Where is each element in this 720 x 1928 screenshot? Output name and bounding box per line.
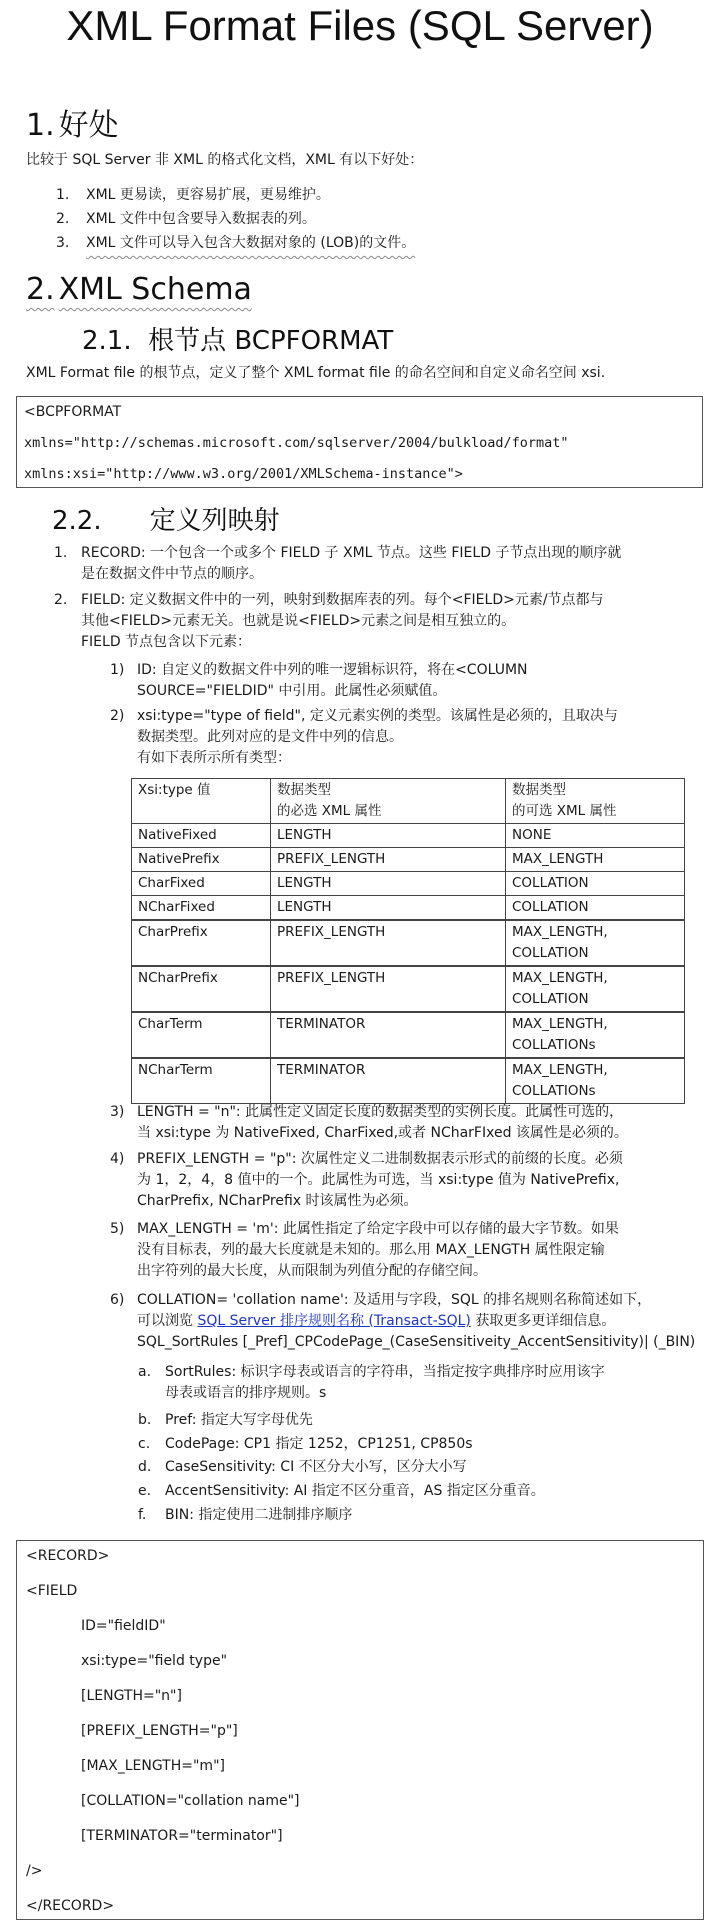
table-row <box>132 824 685 848</box>
section-1-intro: 比较于 SQL Server 非 XML 的格式化文档，XML 有以下好处： <box>26 152 424 168</box>
table-cell <box>132 896 271 921</box>
cell-text: NCharPrefix <box>138 970 218 986</box>
cell-text: NONE <box>512 827 552 843</box>
table-cell <box>271 779 506 824</box>
table-cell <box>271 1012 506 1058</box>
table-row <box>132 896 685 921</box>
cell-text: COLLATION <box>512 945 589 961</box>
table-cell <box>506 1012 685 1058</box>
table-cell <box>271 824 506 848</box>
code-line: [PREFIX_LENGTH="p"] <box>81 1723 238 1739</box>
cell-text: TERMINATOR <box>277 1062 366 1078</box>
cell-text: PREFIX_LENGTH <box>277 851 386 867</box>
section-2-heading <box>26 272 252 307</box>
list-item: 2. XML 文件中包含要导入数据表的列。 <box>56 211 316 227</box>
table-cell <box>132 848 271 872</box>
table-cell <box>506 966 685 1012</box>
code-line: <BCPFORMAT <box>24 404 122 420</box>
cell-text: CharTerm <box>138 1016 203 1032</box>
table-cell <box>271 1058 506 1104</box>
cell-text: NativeFixed <box>138 827 217 843</box>
table-row <box>132 1058 685 1104</box>
cell-text: 数据类型 <box>512 782 566 798</box>
subsection-2-1-heading: 2.1. 根节点 BCPFORMAT <box>82 326 394 356</box>
table-cell <box>506 1058 685 1104</box>
field-item-collation: 6) COLLATION= 'collation name': 及适用与字段，SQL 的排名规则名称简述如下， 可以浏览 SQL Server 排序规则名称 (Transact-SQL) 获取更多更详细信息。 SQL_SortRules [_Pref]_CPCodePage_(CaseSensitiveity_AccentSensitivity)| (_BIN) <box>110 1292 696 1350</box>
table-cell <box>132 1012 271 1058</box>
code-line: <FIELD <box>26 1583 78 1599</box>
table-cell <box>132 920 271 966</box>
cell-text: COLLATION <box>512 991 589 1007</box>
benefits-list <box>56 183 415 255</box>
table-row <box>132 848 685 872</box>
code-line: ID="fieldID" <box>81 1618 166 1634</box>
table-cell <box>506 824 685 848</box>
document-page: XML Format Files (SQL Server) 1. 好处 比较于 SQL Server 非 XML 的格式化文档，XML 有以下好处： 1. XML 更易读，更容易扩展，更易维护。 2. XML 文件中包含要导入数据表的列。 3. XML 文件可以导入包含大数据对象的 (LOB)的文件。 2. XML Schema 2.1. 根节点 BCPFORMAT XML Format file 的根节点，定义了整个 XML format file 的命名空间和自定义命名空间 xsi. <BCPFORMAT xmlns="http://schemas.microsoft.com/sqlserver/2004/bulkload/format" xmlns:xsi="http://www.w3.org/2001/XMLSchema-instance"> 2.2. 定义列映射 1. RECORD: 一个包含一个或多个 FIELD 子 XML 节点。这些 FIELD 子节点出现的顺序就 是在数据文件中节点的顺序。 2. FIELD: 定义数据文件中的一列，映射到数据库表的列。每个<FIELD>元素/节点都与 其他<FIELD>元素无关。也就是说<FIELD>元素之间是相互独立的。 FIELD 节点包含以下元素： 1) ID: 自定义的数据文件中列的唯一逻辑标识符，将在<COLUMN SOURCE="FIELDID" 中引用。此属性必须赋值。 2) xsi:type="type of field", 定义元素实例的类型。该属性是必须的，且取决与 数据类型。此列对应的是文件中列的信息。 有如下表所示所有类型： Xsi:type 值 数据类型 的必选 XML 属性 数据类型 的可选 XML 属性 NativeFixed LENGTH NONE NativePrefix PREFIX_LENGTH MAX_LENGTH CharFixed LENGTH COLLATION NCharFixed LENGTH COLLATION CharPrefix PREFIX_LENGTH MAX_LENGTH, COLLATION NCharPrefix PREFIX_LENGTH MAX_LENGTH, COLLATION CharTerm TERMINATOR MAX_LENGTH, COLLATIONs NCharTerm TERMINATOR MAX_LENGTH, COLLATIONs 3) LENGTH = "n": 此属性定义固定长度的数据类型的实例长度。此属性可选的， 当 xsi:type 为 NativeFixed, CharFixed,或者 NCharFIxed 该属性是必须的。 4) PREFIX_LENGTH = "p": 次属性定义二进制数据表示形式的前缀的长度。必须 为 1，2，4，8 值中的一个。此属性为可选，当 xsi:type 值为 NativePrefix, CharPrefix, NCharPrefix 时该属性为必须。 5) MAX_LENGTH = 'm': 此属性指定了给定字段中可以存储的最大字节数。如果 没有目标表，列的最大长度就是未知的。那么用 MAX_LENGTH 属性限定输 出字符列的最大长度，从而限制为列值分配的存储空间。 6) COLLATION= 'collation name': 及适用与字段，SQL 的排名规则名称简述如下， 可以浏览 SQL Server 排序规则名称 (Transact-SQL) 获取更多更详细信息。 SQL_SortRules [_Pref]_CPCodePage_(CaseSensitiveity_AccentSensitivity)| (_BIN) a. SortRules: 标识字母表或语言的字符串，当指定按字典排序时应用该字 母表或语言的排序规则。s b. Pref: 指定大写字母优先 c. CodePage: CP1 指定 1252，CP1251, CP850s d. CaseSensitivity: CI 不区分大小写，区分大小写 e. AccentSensitivity: AI 指定不区分重音，AS 指定区分重音。 f. BIN: 指定使用二进制排序顺序 <RECORD> <FIELD ID="fieldID" xsi:type="field type" [LENGTH="n"] [PREFIX_LENGTH="p"] [MAX_LENGTH="m"] [COLLATION="collation name"] [TERMINATOR="terminator"] /> </RECORD> <box>0 0 720 1928</box>
code-line: /> <box>26 1863 43 1879</box>
table-row <box>132 1012 685 1058</box>
record-code-block <box>16 1540 704 1920</box>
cell-text: Xsi:type 值 <box>138 782 211 798</box>
code-line: <RECORD> <box>26 1548 110 1564</box>
subsection-2-2-heading: 2.2. 定义列映射 <box>52 506 280 536</box>
cell-text: PREFIX_LENGTH <box>277 924 386 940</box>
cell-text: NCharTerm <box>138 1062 213 1078</box>
cell-text: PREFIX_LENGTH <box>277 970 386 986</box>
cell-text: 的可选 XML 属性 <box>512 803 617 819</box>
table-header-row <box>132 779 685 824</box>
table-cell <box>506 920 685 966</box>
code-line: [TERMINATOR="terminator"] <box>81 1828 283 1844</box>
cell-text: MAX_LENGTH, <box>512 924 608 940</box>
section-title: 好处 <box>58 108 119 143</box>
table-cell <box>271 920 506 966</box>
table-cell <box>132 824 271 848</box>
cell-text: COLLATION <box>512 875 589 891</box>
table-cell <box>132 966 271 1012</box>
section-number: 2. <box>26 272 55 307</box>
table-row <box>132 966 685 1012</box>
section-1-heading <box>26 100 119 144</box>
cell-text: LENGTH <box>277 875 332 891</box>
cell-text: NCharFixed <box>138 899 215 915</box>
table-cell <box>271 848 506 872</box>
subsection-2-1-desc: XML Format file 的根节点，定义了整个 XML format file 的命名空间和自定义命名空间 xsi. <box>26 365 606 381</box>
bcpformat-code-block <box>16 396 703 488</box>
code-line: [MAX_LENGTH="m"] <box>81 1758 225 1774</box>
table-cell <box>132 872 271 896</box>
table-cell <box>271 966 506 1012</box>
page-title: XML Format Files (SQL Server) <box>66 2 654 49</box>
table-cell <box>271 896 506 921</box>
code-line: xmlns="http://schemas.microsoft.com/sqlserver/2004/bulkload/format" <box>24 435 569 451</box>
table-row <box>132 920 685 966</box>
section-number: 1. <box>26 108 55 143</box>
cell-text: MAX_LENGTH, <box>512 1016 608 1032</box>
section-title: XML Schema <box>58 272 252 307</box>
code-line: [COLLATION="collation name"] <box>81 1793 300 1809</box>
cell-text: LENGTH <box>277 899 332 915</box>
cell-text: COLLATIONs <box>512 1083 596 1099</box>
table-cell <box>132 1058 271 1104</box>
table-cell <box>506 896 685 921</box>
cell-text: NativePrefix <box>138 851 220 867</box>
cell-text: MAX_LENGTH, <box>512 1062 608 1078</box>
code-line: </RECORD> <box>26 1898 115 1914</box>
table-cell <box>506 872 685 896</box>
table-cell <box>132 779 271 824</box>
code-line: xsi:type="field type" <box>81 1653 228 1669</box>
cell-text: CharFixed <box>138 875 205 891</box>
table-cell <box>506 779 685 824</box>
cell-text: CharPrefix <box>138 924 208 940</box>
cell-text: COLLATION <box>512 899 589 915</box>
cell-text: COLLATIONs <box>512 1037 596 1053</box>
xsi-type-table <box>131 778 685 1104</box>
cell-text: MAX_LENGTH <box>512 851 604 867</box>
cell-text: LENGTH <box>277 827 332 843</box>
cell-text: MAX_LENGTH, <box>512 970 608 986</box>
code-line: xmlns:xsi="http://www.w3.org/2001/XMLSchema-instance"> <box>24 466 463 482</box>
table-cell <box>271 872 506 896</box>
list-item: 3. XML 文件可以导入包含大数据对象的 (LOB)的文件。 <box>56 235 416 251</box>
collation-names-link[interactable]: SQL Server 排序规则名称 (Transact-SQL) <box>197 1313 471 1329</box>
list-item: 1. XML 更易读，更容易扩展，更易维护。 <box>56 187 330 203</box>
cell-text: 的必选 XML 属性 <box>277 803 382 819</box>
code-line: [LENGTH="n"] <box>81 1688 182 1704</box>
cell-text: 数据类型 <box>277 782 331 798</box>
cell-text: TERMINATOR <box>277 1016 366 1032</box>
table-cell <box>506 848 685 872</box>
table-row <box>132 872 685 896</box>
